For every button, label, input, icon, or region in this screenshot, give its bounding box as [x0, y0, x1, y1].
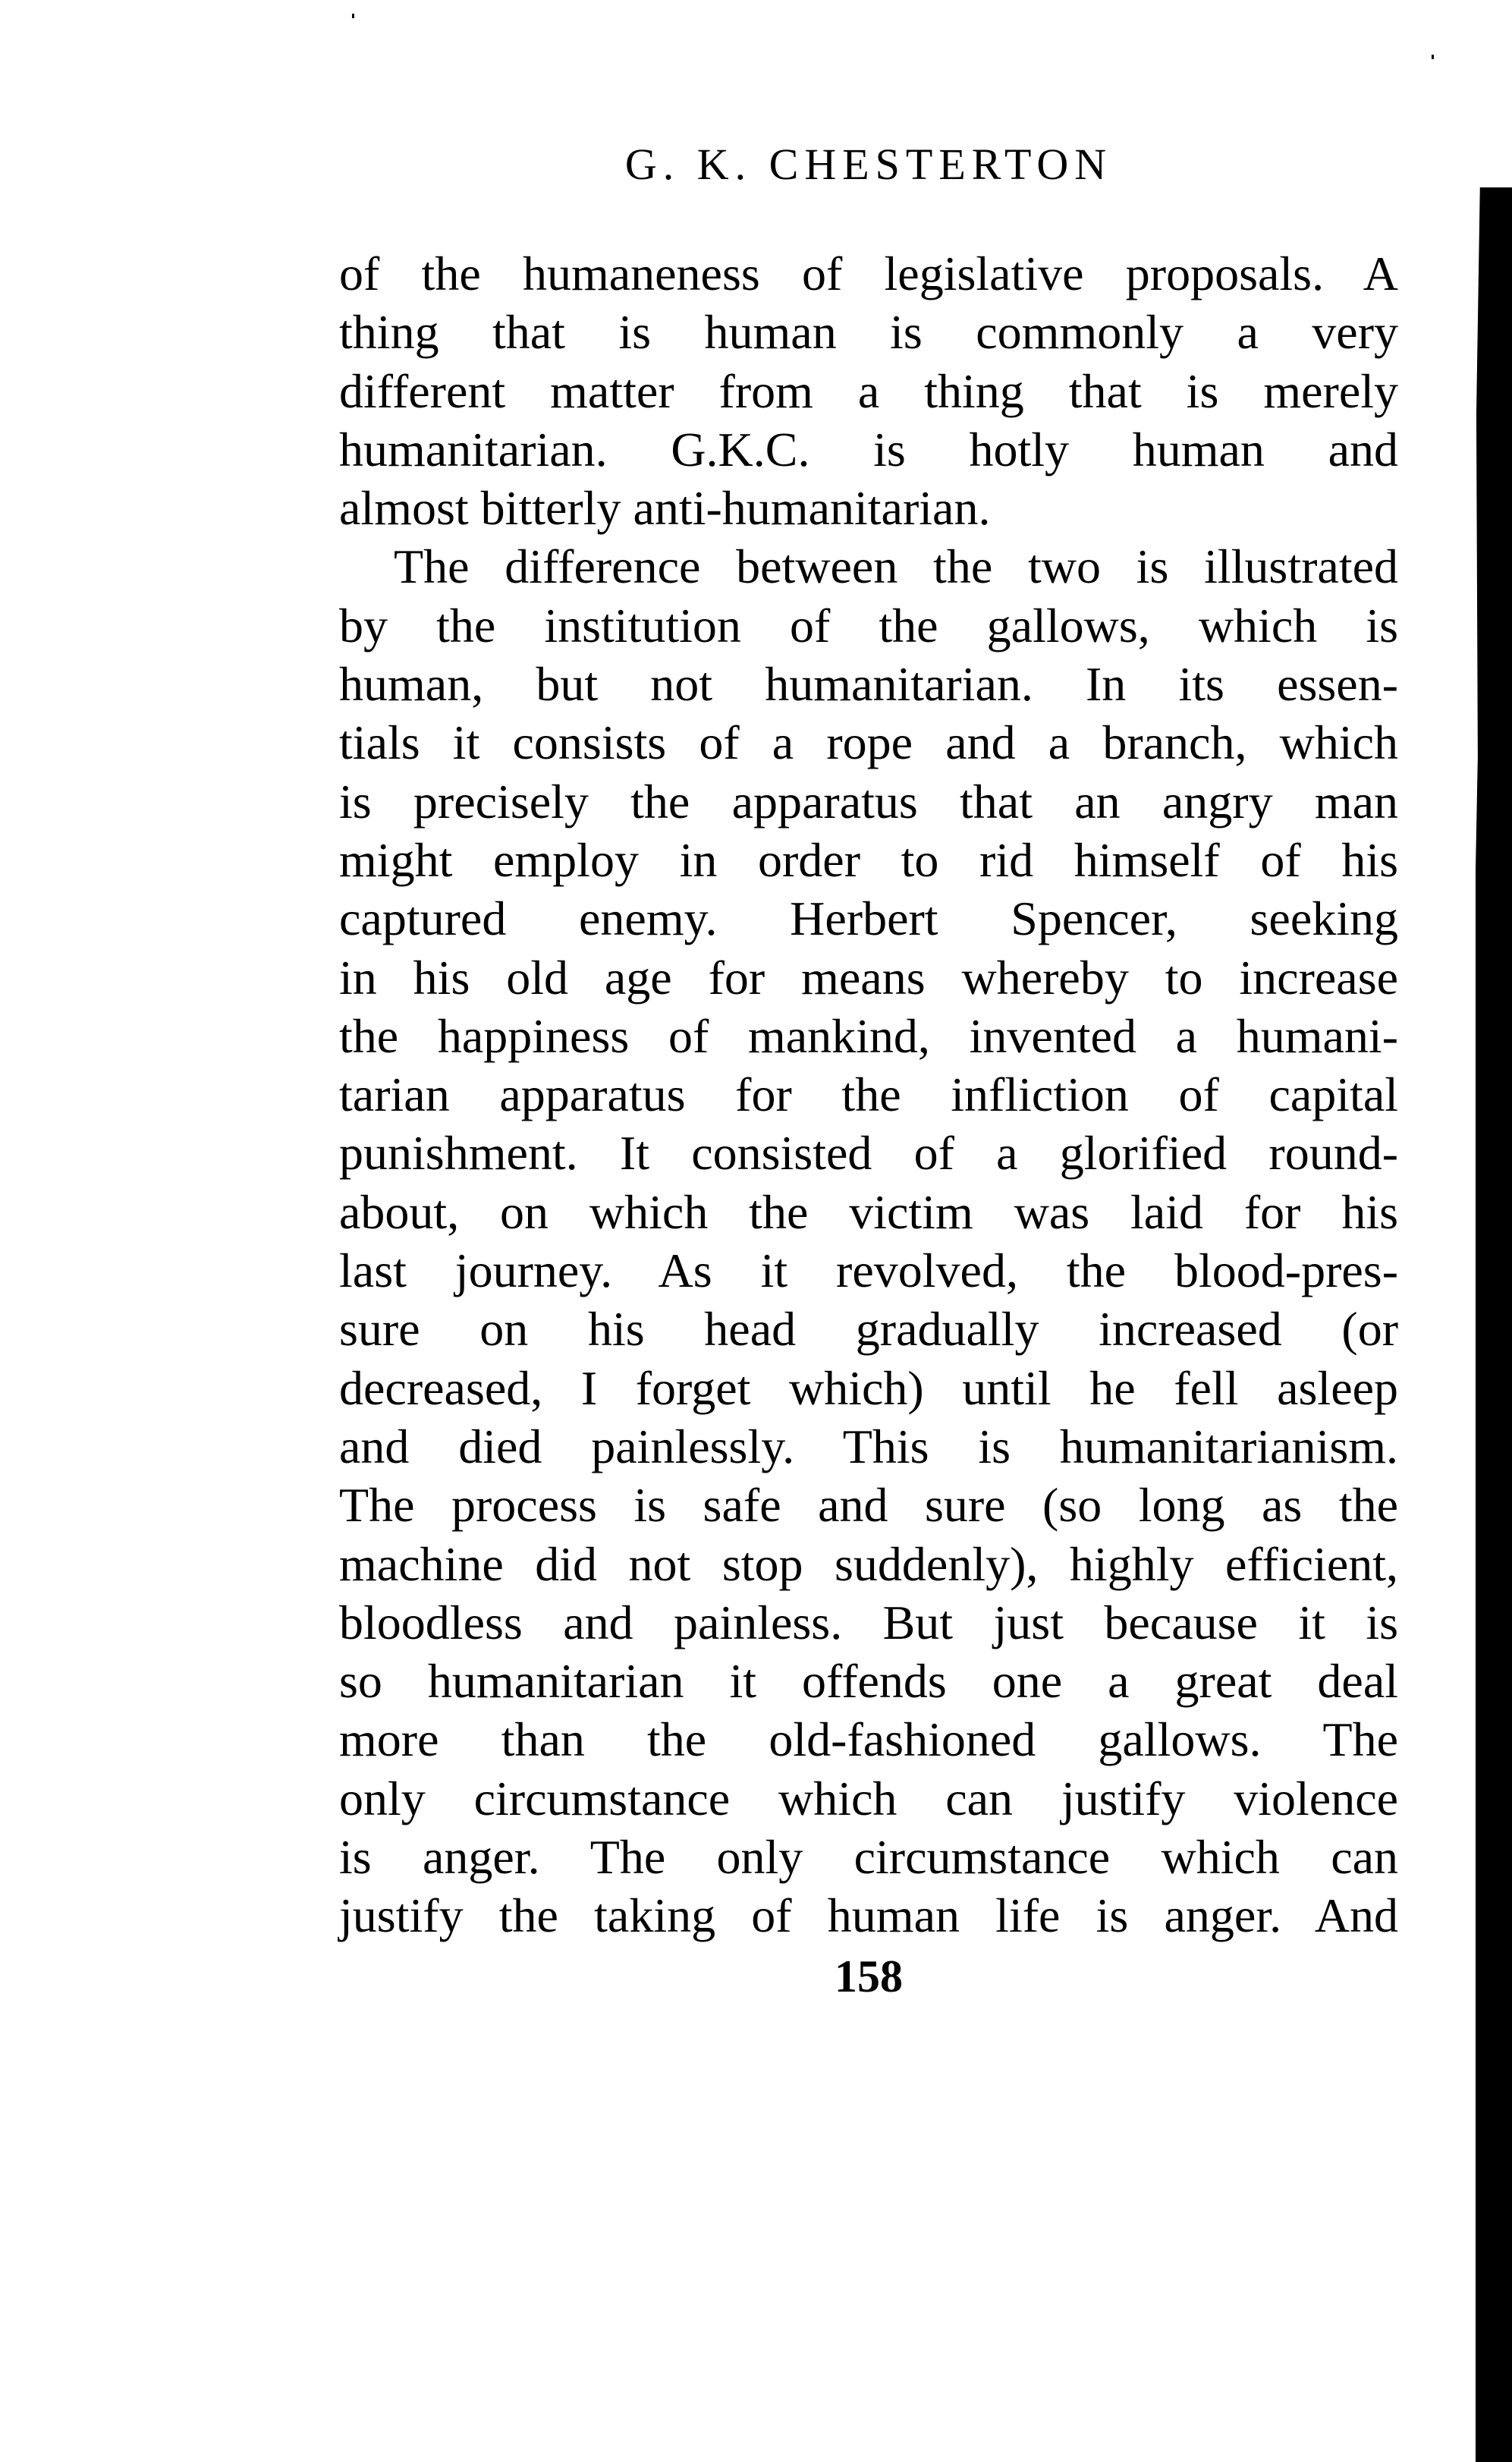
scan-border-shadow: [1476, 187, 1512, 2462]
text-line: decreased, I forget which) until he fell asleep: [339, 1360, 1398, 1415]
text-line: might employ in order to rid himself of his: [339, 832, 1398, 887]
text-line: captured enemy. Herbert Spencer, seeking: [339, 891, 1398, 946]
paragraph-start-line: The difference between the two is illustrated: [394, 539, 1398, 594]
text-line: justify the taking of human life is anger. And: [339, 1888, 1398, 1943]
text-line: punishment. It consisted of a glorified round-: [339, 1126, 1398, 1181]
text-line: so humanitarian it offends one a great deal: [339, 1654, 1398, 1709]
text-line: humanitarian. G.K.C. is hotly human and: [339, 422, 1398, 476]
text-line: is precisely the apparatus that an angry man: [339, 774, 1398, 829]
text-line: The process is safe and sure (so long as the: [339, 1478, 1398, 1533]
text-line: by the institution of the gallows, which is: [339, 598, 1398, 652]
text-line: almost bitterly anti-humanitarian.: [339, 481, 991, 536]
page-number: 158: [835, 1951, 903, 2001]
text-line: only circumstance which can justify violence: [339, 1771, 1398, 1825]
text-line: of the humaneness of legislative proposals. A: [339, 247, 1398, 300]
text-line: machine did not stop suddenly), highly efficient,: [339, 1536, 1398, 1591]
text-line: last journey. As it revolved, the blood-pres-: [339, 1244, 1398, 1298]
running-head: G. K. CHESTERTON: [624, 140, 1113, 189]
text-line: is anger. The only circumstance which can: [339, 1830, 1398, 1885]
text-line: and died painlessly. This is humanitarianism.: [339, 1419, 1398, 1473]
body-text: [339, 244, 1398, 1945]
text-line: more than the old-fashioned gallows. The: [339, 1712, 1398, 1767]
text-line: in his old age for means whereby to increase: [339, 950, 1398, 1005]
text-line: tials it consists of a rope and a branch, which: [339, 715, 1398, 770]
text-line: tarian apparatus for the infliction of capital: [339, 1067, 1398, 1122]
text-line: sure on his head gradually increased (or: [339, 1302, 1398, 1357]
text-line: about, on which the victim was laid for his: [339, 1184, 1398, 1239]
scan-speck: [352, 14, 354, 18]
text-line: the happiness of mankind, invented a humani-: [339, 1008, 1398, 1063]
text-line: thing that is human is commonly a very: [339, 305, 1398, 360]
scan-speck: [1432, 55, 1434, 59]
text-line: bloodless and painless. But just because it is: [339, 1595, 1398, 1649]
text-line: different matter from a thing that is merely: [339, 363, 1398, 418]
text-line: human, but not humanitarian. In its essen-: [339, 657, 1398, 712]
